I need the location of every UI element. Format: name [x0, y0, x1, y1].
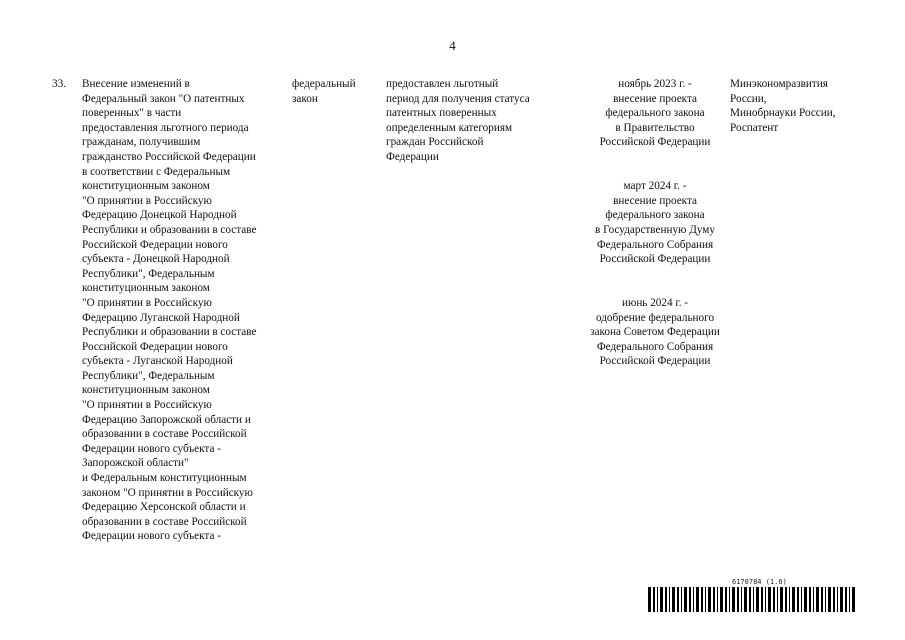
executor-line: Минэкономразвития [730, 78, 828, 90]
measure-title-line: образовании в составе Российской [82, 515, 247, 528]
measure-title-line: гражданство Российской Федерации [82, 150, 256, 163]
barcode-bar [741, 587, 742, 612]
barcode-bar [744, 587, 747, 612]
expected-result-line: предоставлен льготный [386, 78, 499, 90]
barcode-bar [777, 587, 778, 612]
barcode-bar [825, 587, 826, 612]
barcode-bar [665, 587, 667, 612]
barcode-bar [816, 587, 819, 612]
deadline-line: в Правительство [615, 121, 695, 134]
page-number: 4 [449, 38, 456, 53]
deadline-spacer [565, 150, 745, 165]
barcode-bar [828, 587, 831, 612]
deadline-line: внесение проекта [613, 92, 697, 105]
barcode-bar [737, 587, 739, 612]
measure-title-line: Российской Федерации нового [82, 238, 228, 251]
barcode-bar [701, 587, 703, 612]
barcode-bar [845, 587, 847, 612]
deadline-line: в Государственную Думу [595, 223, 715, 236]
deadline-line: одобрение федерального [595, 311, 715, 324]
measure-title-line: Федерацию Луганской Народной [82, 311, 240, 324]
deadline-line: Российской Федерации [599, 253, 711, 266]
measure-title-line: конституционным законом [82, 384, 210, 397]
barcode-bar [648, 587, 651, 612]
barcode-bar [725, 587, 727, 612]
executor-line: Роспатент [730, 121, 779, 134]
barcode-bar [756, 587, 759, 612]
barcode-bar [765, 587, 766, 612]
deadline-spacer [565, 165, 745, 180]
measure-title [82, 77, 290, 544]
barcode-bar [753, 587, 754, 612]
barcode-bar [669, 587, 670, 612]
deadline-line: ноябрь 2023 г. - [618, 78, 692, 90]
measure-title-line: "О принятии в Российскую [82, 296, 212, 309]
measure-title-line: предоставления льготного периода [82, 121, 249, 134]
measure-title-line: Запорожской области" [82, 457, 189, 470]
row-number: 33. [52, 78, 66, 90]
expected-result-line: определенным категориям [386, 121, 513, 134]
measure-title-line: конституционным законом [82, 180, 210, 193]
measure-title-line: Внесение изменений в [82, 78, 190, 90]
barcode-bar [693, 587, 694, 612]
barcode-bar [792, 587, 795, 612]
document-type-line: федеральный [292, 78, 356, 90]
barcode-bar [657, 587, 658, 612]
measure-title-line: Республики", Федеральным [82, 369, 215, 382]
barcode-bar [821, 587, 823, 612]
barcode-bar [732, 587, 735, 612]
document-type-line: закон [292, 92, 318, 105]
deadline-line: Федерального Собрания [596, 238, 714, 251]
measure-title-line: Федерацию Донецкой Народной [82, 209, 237, 222]
measure-title-line: Федерацию Запорожской области и [82, 413, 251, 426]
deadline-line: федерального закона [605, 107, 705, 120]
measure-title-line: в соответствии с Федеральным [82, 165, 231, 178]
barcode-bar [713, 587, 715, 612]
measure-title-line: конституционным законом [82, 282, 210, 295]
deadline-line: Федерального Собрания [596, 340, 714, 353]
barcode-bar [708, 587, 711, 612]
barcode-bar [696, 587, 699, 612]
barcode-bar [801, 587, 802, 612]
barcode-bar [837, 587, 838, 612]
barcode-bar [849, 587, 850, 612]
measure-title-line: "О принятии в Российскую [82, 399, 212, 412]
expected-result-line: период для получения статуса [386, 92, 530, 105]
deadline-line: март 2024 г. - [623, 180, 687, 193]
measure-title-line: Республики и образовании в составе [82, 223, 257, 236]
measure-title-line: Республики и образовании в составе [82, 326, 257, 339]
barcode-bar [729, 587, 730, 612]
measure-title-line: Федеральный закон "О патентных [82, 92, 245, 105]
deadline-line: федерального закона [605, 209, 705, 222]
barcode [648, 587, 856, 612]
barcode-bar [749, 587, 751, 612]
barcode-bar [785, 587, 787, 612]
executor-line: России, [730, 92, 767, 105]
barcode-bar [717, 587, 718, 612]
barcode-bar [809, 587, 811, 612]
responsible-executors [730, 77, 890, 135]
deadlines [565, 77, 745, 369]
measure-title-line: Российской Федерации нового [82, 340, 228, 353]
deadline-spacer [565, 281, 745, 296]
measure-title-line: субъекта - Донецкой Народной [82, 253, 230, 266]
barcode-bar [804, 587, 807, 612]
deadline-spacer [565, 267, 745, 282]
measure-title-line: Республики", Федеральным [82, 267, 215, 280]
measure-title-line: субъекта - Луганской Народной [82, 355, 233, 368]
barcode-bar [681, 587, 682, 612]
barcode-bar [852, 587, 855, 612]
barcode-bar [789, 587, 790, 612]
barcode-bar [653, 587, 655, 612]
expected-result-line: Федерации [386, 150, 439, 163]
barcode-bar [672, 587, 675, 612]
measure-title-line: и Федеральным конституционным [82, 472, 247, 485]
measure-title-line: образовании в составе Российской [82, 428, 247, 441]
barcode-bar [768, 587, 771, 612]
barcode-bar [797, 587, 799, 612]
measure-title-line: "О принятии в Российскую [82, 194, 212, 207]
deadline-line: внесение проекта [613, 194, 697, 207]
barcode-bar [833, 587, 835, 612]
barcode-bar [660, 587, 663, 612]
barcode-bar [773, 587, 775, 612]
measure-title-line: Федерацию Херсонской области и [82, 501, 246, 514]
expected-result [386, 77, 566, 165]
expected-result-line: граждан Российской [386, 136, 484, 149]
barcode-bar [761, 587, 763, 612]
barcode-bar [720, 587, 723, 612]
barcode-bar [677, 587, 679, 612]
barcode-bar [689, 587, 691, 612]
barcode-bar [705, 587, 706, 612]
measure-title-line: гражданам, получившим [82, 136, 201, 149]
deadline-line: закона Советом Федерации [590, 326, 720, 339]
barcode-bar [813, 587, 814, 612]
barcode-bar [840, 587, 843, 612]
barcode-label: 6170784 (1.6) [732, 578, 787, 586]
barcode-bar [684, 587, 687, 612]
deadline-line: Российской Федерации [599, 136, 711, 149]
executor-line: Минобрнауки России, [730, 107, 836, 120]
document-type [292, 77, 378, 106]
expected-result-line: патентных поверенных [386, 107, 497, 120]
measure-title-line: поверенных" в части [82, 107, 182, 120]
deadline-line: июнь 2024 г. - [621, 296, 689, 309]
barcode-bar [780, 587, 783, 612]
measure-title-line: законом "О принятии в Российскую [82, 486, 253, 499]
measure-title-line: Федерации нового субъекта - [82, 442, 221, 455]
measure-title-line: Федерации нового субъекта - [82, 530, 221, 543]
deadline-line: Российской Федерации [599, 355, 711, 368]
